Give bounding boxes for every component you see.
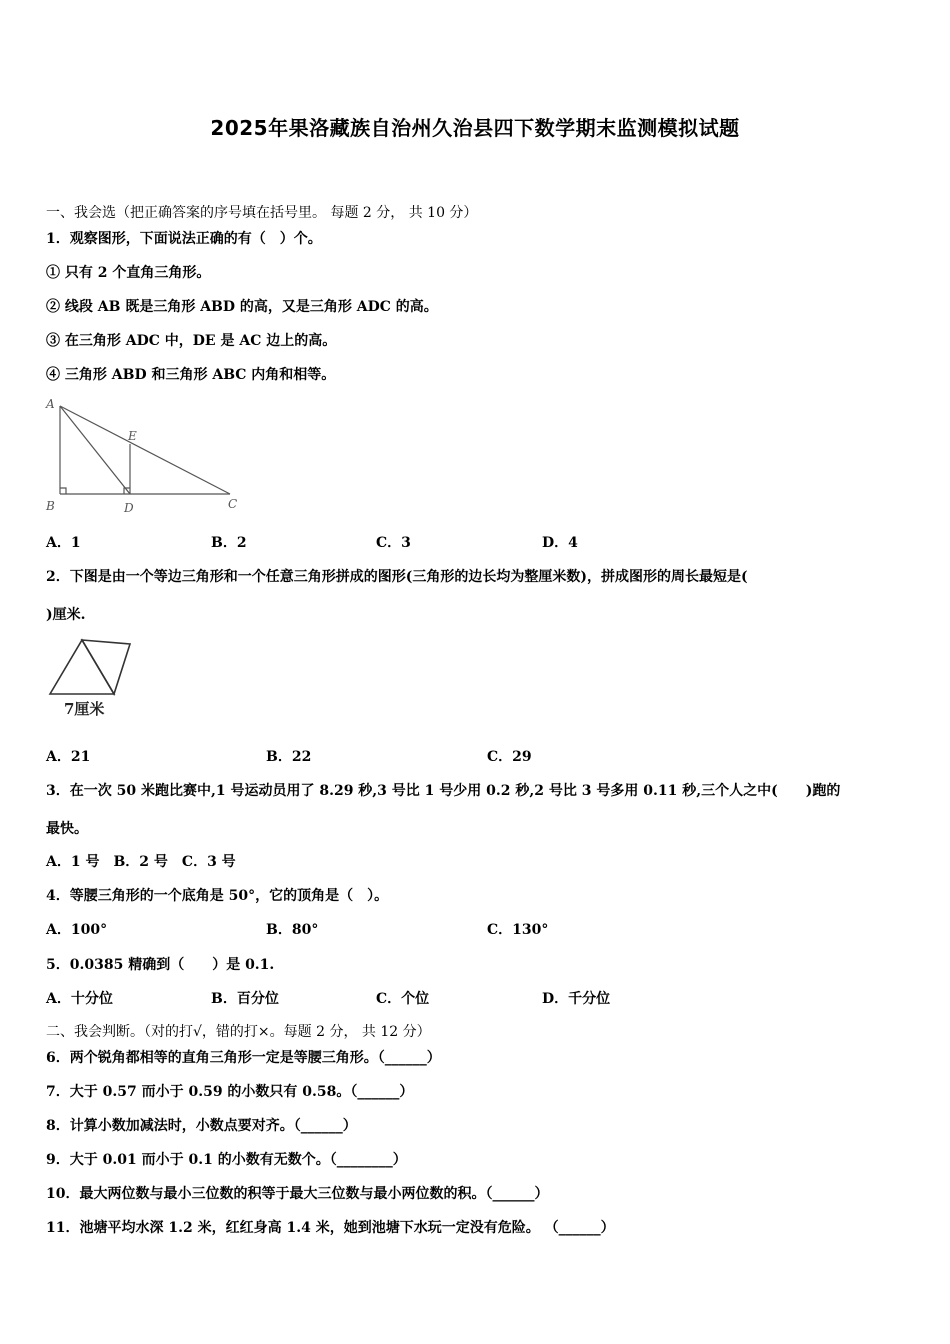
figure-label-7cm: 7厘米 (64, 700, 105, 718)
option-a[interactable]: A．21 (46, 749, 91, 765)
judgment-item[interactable]: 6．两个锐角都相等的直角三角形一定是等腰三角形。（______） (46, 1050, 441, 1066)
judgment-item[interactable]: 11．池塘平均水深 1.2 米，红红身高 1.4 米，她到池塘下水玩一定没有危险。 （______） (46, 1220, 615, 1236)
option-a[interactable]: A．1 (46, 535, 81, 551)
label-e: E (128, 429, 137, 443)
right-angle-b (60, 488, 66, 494)
label-c: C (228, 497, 238, 511)
judgment-item[interactable]: 9．大于 0.01 而小于 0.1 的小数有无数个。（________） (46, 1152, 407, 1168)
question-4-stem: 4．等腰三角形的一个底角是 50°，它的顶角是（ ）。 (46, 888, 389, 904)
question-1-statement: ③ 在三角形 ADC 中，DE 是 AC 边上的高。 (46, 333, 337, 349)
option-c[interactable]: C．个位 (376, 991, 430, 1007)
question-1-statement: ④ 三角形 ABD 和三角形 ABC 内角和相等。 (46, 367, 336, 383)
judgment-item[interactable]: 8．计算小数加减法时，小数点要对齐。（______） (46, 1118, 357, 1134)
question-1-statement: ① 只有 2 个直角三角形。 (46, 265, 211, 281)
judgment-item[interactable]: 10．最大两位数与最小三位数的积等于最大三位数与最小两位数的积。（______） (46, 1186, 549, 1202)
option-d[interactable]: D．千分位 (542, 991, 611, 1007)
triangle-figure (40, 394, 250, 520)
option-c[interactable]: C．130° (487, 922, 549, 938)
segment-ac (60, 406, 230, 494)
option-b[interactable]: B．80° (266, 922, 319, 938)
label-a: A (46, 397, 55, 411)
question-1-options (0, 532, 950, 552)
question-5-stem: 5．0.0385 精确到（ ）是 0.1. (46, 957, 275, 973)
segment-ad (60, 406, 130, 494)
option-a[interactable]: A．100° (46, 922, 108, 938)
combined-triangle-figure (44, 634, 144, 720)
option-c[interactable]: C．29 (487, 749, 532, 765)
option-b[interactable]: B．22 (266, 749, 312, 765)
option-b[interactable]: B．2 (211, 535, 247, 551)
section-2-heading: 二、我会判断。（对的打√，错的打×。每题 2 分， 共 12 分） (46, 1024, 431, 1040)
option-c[interactable]: C．3 (376, 535, 411, 551)
question-3-options[interactable]: A．1 号 B．2 号 C．3 号 (46, 854, 236, 870)
arbitrary-triangle (82, 640, 130, 694)
equilateral-triangle (50, 640, 114, 694)
option-b[interactable]: B．百分位 (211, 991, 279, 1007)
question-1-statement: ② 线段 AB 既是三角形 ABD 的高，又是三角形 ADC 的高。 (46, 299, 438, 315)
label-d: D (124, 501, 134, 515)
question-3-stem: 3．在一次 50 米跑比赛中,1 号运动员用了 8.29 秒,3 号比 1 号少用 0.2 秒,2 号比 3 号多用 0.11 秒,三个人之中( )跑的 (46, 783, 841, 799)
question-2-stem: 2．下图是由一个等边三角形和一个任意三角形拼成的图形(三角形的边长均为整厘米数)，拼成图形的周长最短是( (46, 569, 748, 585)
option-d[interactable]: D．4 (542, 535, 578, 551)
section-1-heading: 一、我会选（把正确答案的序号填在括号里。 每题 2 分， 共 10 分） (46, 205, 478, 221)
label-b: B (46, 499, 55, 513)
question-2-stem-cont: )厘米. (46, 607, 86, 623)
question-1-stem: 1．观察图形，下面说法正确的有（ ）个。 (46, 231, 322, 247)
question-5-options (0, 988, 950, 1008)
page-title: 2025年果洛藏族自治州久治县四下数学期末监测模拟试题 (210, 116, 740, 140)
question-2-options (0, 746, 950, 766)
option-a[interactable]: A．十分位 (46, 991, 113, 1007)
question-4-options (0, 919, 950, 939)
question-3-stem-cont: 最快。 (46, 821, 88, 837)
judgment-item[interactable]: 7．大于 0.57 而小于 0.59 的小数只有 0.58。（______） (46, 1084, 414, 1100)
